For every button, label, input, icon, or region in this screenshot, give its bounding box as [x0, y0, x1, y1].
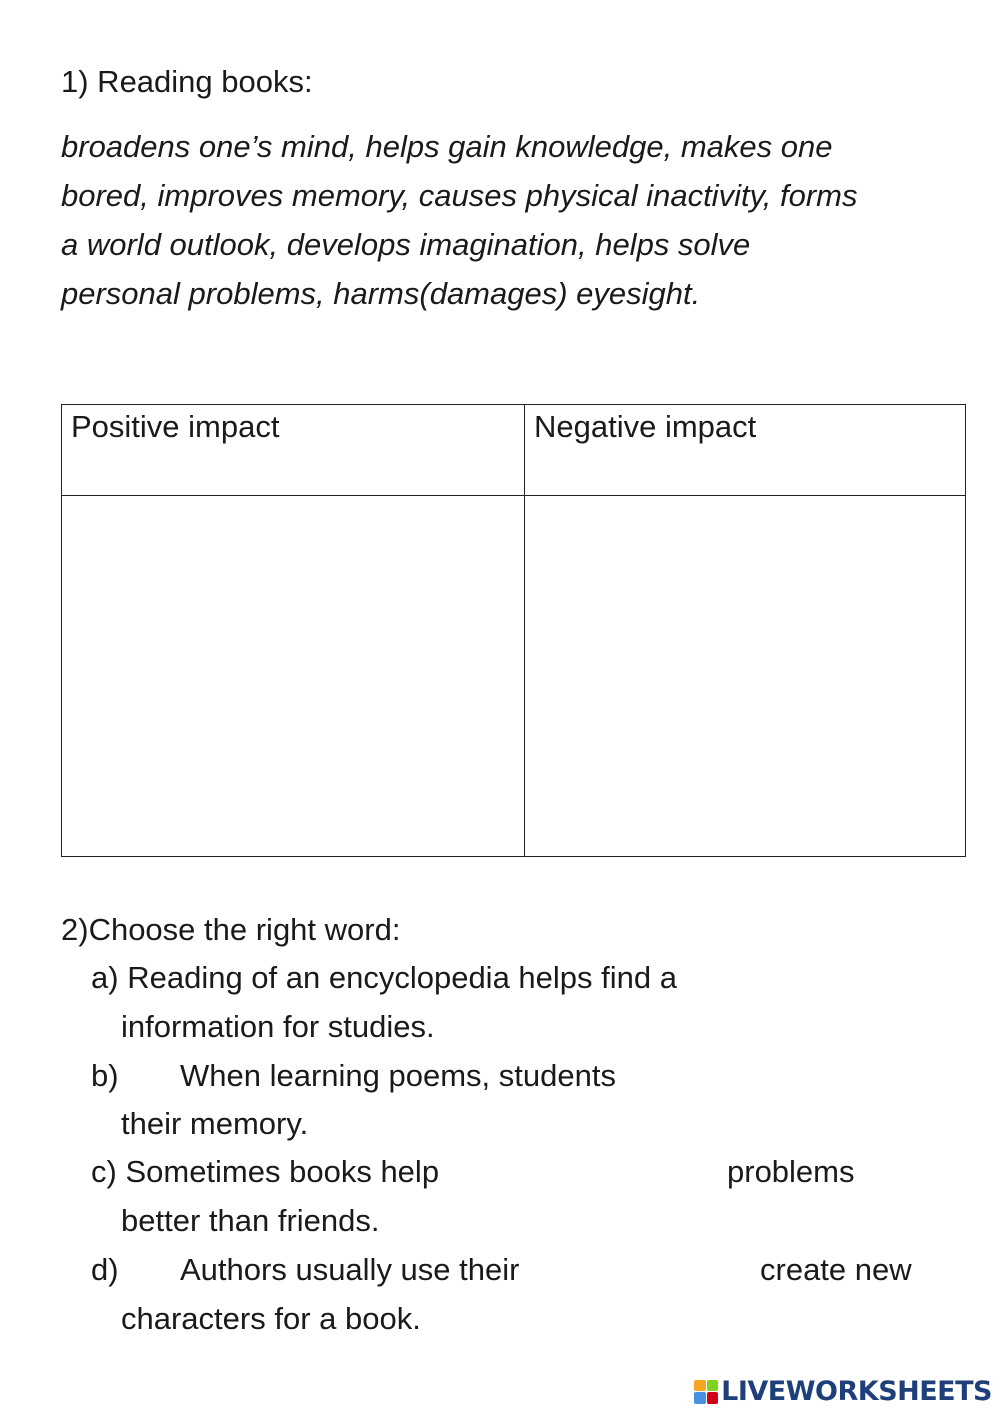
question-c-line-1 [91, 1152, 439, 1192]
question-b-line-1 [91, 1056, 616, 1096]
positive-impact-dropzone[interactable] [62, 496, 525, 857]
question-c-line-2: better than friends. [121, 1203, 380, 1238]
logo-square [694, 1380, 706, 1392]
word-bank-line: broadens one’s mind, helps gain knowledge, makes one [61, 129, 833, 164]
logo-mark-icon [694, 1380, 718, 1404]
logo-square [707, 1380, 719, 1392]
negative-impact-header: Negative impact [525, 405, 966, 496]
logo-text: LIVEWORKSHEETS [721, 1376, 992, 1407]
question-d-line-2: characters for a book. [121, 1301, 421, 1336]
table-row [62, 496, 966, 857]
question-d-text: Authors usually use their [180, 1252, 520, 1287]
impact-table [61, 404, 966, 857]
question-a-line-1 [91, 958, 716, 998]
question-b-line-2: their memory. [121, 1106, 309, 1141]
question-a-text: Reading of an encyclopedia helps find a [127, 960, 677, 995]
logo-square [707, 1392, 719, 1404]
question-c-text: Sometimes books help [125, 1154, 440, 1189]
question-a-line-2: information for studies. [121, 1009, 435, 1044]
word-bank-line: personal problems, harms(damages) eyesight. [61, 276, 701, 311]
question-d-line-1 [91, 1250, 520, 1290]
word-bank-line: bored, improves memory, causes physical inactivity, forms [61, 178, 858, 213]
question-b-text: When learning poems, students [180, 1058, 616, 1093]
section-2-heading: 2)Choose the right word: [61, 912, 401, 947]
liveworksheets-logo [694, 1376, 992, 1407]
question-a-answer-field[interactable] [686, 965, 716, 995]
question-d-letter: d) [91, 1252, 119, 1287]
question-c-letter: c) [91, 1154, 117, 1189]
question-b-letter: b) [91, 1058, 119, 1093]
logo-square [694, 1392, 706, 1404]
table-header-row [62, 405, 966, 496]
word-bank [61, 122, 941, 318]
question-d-text-after-blank: create new [760, 1252, 912, 1287]
word-bank-line: a world outlook, develops imagination, helps solve [61, 227, 751, 262]
negative-impact-dropzone[interactable] [525, 496, 966, 857]
question-c-text-after-blank: problems [727, 1154, 855, 1189]
positive-impact-header: Positive impact [62, 405, 525, 496]
section-1-heading: 1) Reading books: [61, 64, 313, 99]
question-a-letter: a) [91, 960, 119, 995]
